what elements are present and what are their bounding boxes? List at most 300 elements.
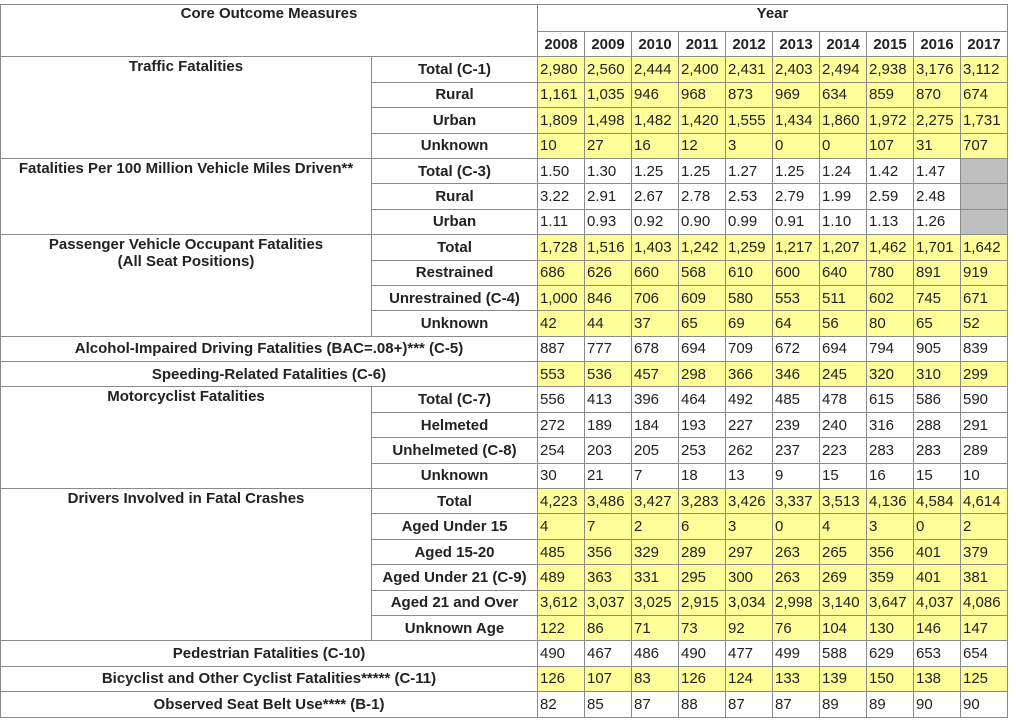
value-cell: 87 bbox=[773, 692, 820, 717]
value-cell: 13 bbox=[726, 463, 773, 488]
row-label-unknown: Unknown bbox=[372, 311, 538, 336]
year-2011: 2011 bbox=[679, 32, 726, 57]
row-label-aged-15-20: Aged 15-20 bbox=[372, 539, 538, 564]
value-cell: 464 bbox=[679, 387, 726, 412]
value-cell: 133 bbox=[773, 666, 820, 691]
value-cell: 2,494 bbox=[820, 57, 867, 82]
row-label-aged-under-21-c-9: Aged Under 21 (C-9) bbox=[372, 565, 538, 590]
value-cell: 363 bbox=[585, 565, 632, 590]
value-cell: 299 bbox=[961, 362, 1008, 387]
value-cell: 1,462 bbox=[867, 235, 914, 260]
table-row bbox=[1, 666, 1008, 691]
value-cell: 1.25 bbox=[632, 158, 679, 183]
value-cell: 2,560 bbox=[585, 57, 632, 82]
value-cell: 1.10 bbox=[820, 209, 867, 234]
year-2008: 2008 bbox=[538, 32, 585, 57]
value-cell: 227 bbox=[726, 412, 773, 437]
value-cell: 89 bbox=[820, 692, 867, 717]
value-cell: 346 bbox=[773, 362, 820, 387]
group-title: Fatalities Per 100 Million Vehicle Miles Driven** bbox=[18, 159, 354, 177]
value-cell: 379 bbox=[961, 539, 1008, 564]
value-cell: 654 bbox=[961, 641, 1008, 666]
missing-value-cell bbox=[961, 209, 1008, 234]
value-cell: 968 bbox=[679, 82, 726, 107]
value-cell: 283 bbox=[867, 438, 914, 463]
table-row bbox=[1, 489, 1008, 514]
value-cell: 3 bbox=[867, 514, 914, 539]
value-cell: 1,701 bbox=[914, 235, 961, 260]
value-cell: 946 bbox=[632, 82, 679, 107]
value-cell: 485 bbox=[538, 539, 585, 564]
value-cell: 254 bbox=[538, 438, 585, 463]
value-cell: 485 bbox=[773, 387, 820, 412]
value-cell: 80 bbox=[867, 311, 914, 336]
value-cell: 366 bbox=[726, 362, 773, 387]
value-cell: 90 bbox=[914, 692, 961, 717]
value-cell: 467 bbox=[585, 641, 632, 666]
value-cell: 10 bbox=[538, 133, 585, 158]
value-cell: 3,037 bbox=[585, 590, 632, 615]
value-cell: 139 bbox=[820, 666, 867, 691]
fatality-table-container bbox=[0, 4, 1008, 718]
value-cell: 331 bbox=[632, 565, 679, 590]
value-cell: 2,400 bbox=[679, 57, 726, 82]
value-cell: 4,086 bbox=[961, 590, 1008, 615]
value-cell: 289 bbox=[961, 438, 1008, 463]
value-cell: 694 bbox=[679, 336, 726, 361]
value-cell: 2.78 bbox=[679, 184, 726, 209]
value-cell: 16 bbox=[867, 463, 914, 488]
value-cell: 2,275 bbox=[914, 108, 961, 133]
value-cell: 2.59 bbox=[867, 184, 914, 209]
year-2010: 2010 bbox=[632, 32, 679, 57]
value-cell: 0.99 bbox=[726, 209, 773, 234]
value-cell: 88 bbox=[679, 692, 726, 717]
value-cell: 269 bbox=[820, 565, 867, 590]
value-cell: 492 bbox=[726, 387, 773, 412]
value-cell: 1,259 bbox=[726, 235, 773, 260]
value-cell: 2,938 bbox=[867, 57, 914, 82]
value-cell: 3,427 bbox=[632, 489, 679, 514]
value-cell: 83 bbox=[632, 666, 679, 691]
value-cell: 1,482 bbox=[632, 108, 679, 133]
value-cell: 588 bbox=[820, 641, 867, 666]
value-cell: 87 bbox=[726, 692, 773, 717]
value-cell: 262 bbox=[726, 438, 773, 463]
value-cell: 263 bbox=[773, 565, 820, 590]
value-cell: 536 bbox=[585, 362, 632, 387]
value-cell: 499 bbox=[773, 641, 820, 666]
group-label-passenger-vehicle-occupant-fatalities bbox=[1, 235, 372, 337]
header-row-top bbox=[1, 5, 1008, 32]
row-label-urban: Urban bbox=[372, 108, 538, 133]
value-cell: 568 bbox=[679, 260, 726, 285]
value-cell: 150 bbox=[867, 666, 914, 691]
value-cell: 3,612 bbox=[538, 590, 585, 615]
value-cell: 686 bbox=[538, 260, 585, 285]
value-cell: 600 bbox=[773, 260, 820, 285]
value-cell: 629 bbox=[867, 641, 914, 666]
value-cell: 3,283 bbox=[679, 489, 726, 514]
value-cell: 1,516 bbox=[585, 235, 632, 260]
value-cell: 1.27 bbox=[726, 158, 773, 183]
value-cell: 4,136 bbox=[867, 489, 914, 514]
core-outcome-measures-table bbox=[0, 4, 1008, 718]
measure-label-speeding-related-fatalities-c-6: Speeding-Related Fatalities (C-6) bbox=[1, 362, 538, 387]
value-cell: 3 bbox=[726, 514, 773, 539]
value-cell: 556 bbox=[538, 387, 585, 412]
value-cell: 272 bbox=[538, 412, 585, 437]
value-cell: 709 bbox=[726, 336, 773, 361]
value-cell: 615 bbox=[867, 387, 914, 412]
value-cell: 1,035 bbox=[585, 82, 632, 107]
value-cell: 6 bbox=[679, 514, 726, 539]
value-cell: 1,642 bbox=[961, 235, 1008, 260]
value-cell: 291 bbox=[961, 412, 1008, 437]
value-cell: 1.26 bbox=[914, 209, 961, 234]
value-cell: 3.22 bbox=[538, 184, 585, 209]
value-cell: 124 bbox=[726, 666, 773, 691]
value-cell: 580 bbox=[726, 285, 773, 310]
value-cell: 193 bbox=[679, 412, 726, 437]
value-cell: 1.42 bbox=[867, 158, 914, 183]
year-2012: 2012 bbox=[726, 32, 773, 57]
value-cell: 4 bbox=[820, 514, 867, 539]
value-cell: 672 bbox=[773, 336, 820, 361]
row-label-total: Total bbox=[372, 235, 538, 260]
group-label-drivers-involved-in-fatal-crashes bbox=[1, 489, 372, 641]
value-cell: 0.92 bbox=[632, 209, 679, 234]
row-label-total-c-7: Total (C-7) bbox=[372, 387, 538, 412]
value-cell: 777 bbox=[585, 336, 632, 361]
group-title: Passenger Vehicle Occupant Fatalities bbox=[48, 236, 324, 254]
value-cell: 674 bbox=[961, 82, 1008, 107]
value-cell: 27 bbox=[585, 133, 632, 158]
value-cell: 1,972 bbox=[867, 108, 914, 133]
value-cell: 586 bbox=[914, 387, 961, 412]
value-cell: 9 bbox=[773, 463, 820, 488]
value-cell: 919 bbox=[961, 260, 1008, 285]
value-cell: 0 bbox=[773, 514, 820, 539]
value-cell: 2,980 bbox=[538, 57, 585, 82]
value-cell: 130 bbox=[867, 615, 914, 640]
value-cell: 329 bbox=[632, 539, 679, 564]
value-cell: 486 bbox=[632, 641, 679, 666]
value-cell: 3,176 bbox=[914, 57, 961, 82]
value-cell: 107 bbox=[585, 666, 632, 691]
value-cell: 634 bbox=[820, 82, 867, 107]
value-cell: 297 bbox=[726, 539, 773, 564]
value-cell: 107 bbox=[867, 133, 914, 158]
row-label-helmeted: Helmeted bbox=[372, 412, 538, 437]
table-row bbox=[1, 158, 1008, 183]
value-cell: 1.25 bbox=[679, 158, 726, 183]
value-cell: 2,403 bbox=[773, 57, 820, 82]
value-cell: 1,161 bbox=[538, 82, 585, 107]
value-cell: 356 bbox=[585, 539, 632, 564]
value-cell: 794 bbox=[867, 336, 914, 361]
value-cell: 73 bbox=[679, 615, 726, 640]
value-cell: 0.90 bbox=[679, 209, 726, 234]
value-cell: 590 bbox=[961, 387, 1008, 412]
value-cell: 31 bbox=[914, 133, 961, 158]
value-cell: 10 bbox=[961, 463, 1008, 488]
group-label-fatalities-per-100-million-vehicle-miles-driven bbox=[1, 158, 372, 234]
year-2014: 2014 bbox=[820, 32, 867, 57]
group-label-traffic-fatalities bbox=[1, 57, 372, 159]
row-label-rural: Rural bbox=[372, 184, 538, 209]
value-cell: 478 bbox=[820, 387, 867, 412]
value-cell: 30 bbox=[538, 463, 585, 488]
value-cell: 1.24 bbox=[820, 158, 867, 183]
group-label-motorcyclist-fatalities bbox=[1, 387, 372, 489]
value-cell: 1,434 bbox=[773, 108, 820, 133]
table-row bbox=[1, 336, 1008, 361]
value-cell: 2.91 bbox=[585, 184, 632, 209]
measure-label-pedestrian-fatalities-c-10: Pedestrian Fatalities (C-10) bbox=[1, 641, 538, 666]
value-cell: 69 bbox=[726, 311, 773, 336]
value-cell: 90 bbox=[961, 692, 1008, 717]
value-cell: 839 bbox=[961, 336, 1008, 361]
value-cell: 65 bbox=[914, 311, 961, 336]
value-cell: 295 bbox=[679, 565, 726, 590]
value-cell: 396 bbox=[632, 387, 679, 412]
measure-label-bicyclist-and-other-cyclist-fatalities-c-11: Bicyclist and Other Cyclist Fatalities***** (C-11) bbox=[1, 666, 538, 691]
value-cell: 3,034 bbox=[726, 590, 773, 615]
value-cell: 7 bbox=[585, 514, 632, 539]
row-label-unknown-age: Unknown Age bbox=[372, 615, 538, 640]
value-cell: 490 bbox=[679, 641, 726, 666]
row-label-rural: Rural bbox=[372, 82, 538, 107]
year-2013: 2013 bbox=[773, 32, 820, 57]
value-cell: 2.79 bbox=[773, 184, 820, 209]
year-2009: 2009 bbox=[585, 32, 632, 57]
value-cell: 3,337 bbox=[773, 489, 820, 514]
value-cell: 3,486 bbox=[585, 489, 632, 514]
value-cell: 92 bbox=[726, 615, 773, 640]
value-cell: 553 bbox=[773, 285, 820, 310]
value-cell: 1.11 bbox=[538, 209, 585, 234]
value-cell: 3,140 bbox=[820, 590, 867, 615]
group-title: Traffic Fatalities bbox=[128, 58, 244, 76]
value-cell: 253 bbox=[679, 438, 726, 463]
value-cell: 56 bbox=[820, 311, 867, 336]
value-cell: 240 bbox=[820, 412, 867, 437]
value-cell: 289 bbox=[679, 539, 726, 564]
row-label-total: Total bbox=[372, 489, 538, 514]
table-row bbox=[1, 57, 1008, 82]
value-cell: 310 bbox=[914, 362, 961, 387]
value-cell: 706 bbox=[632, 285, 679, 310]
value-cell: 1.47 bbox=[914, 158, 961, 183]
value-cell: 283 bbox=[914, 438, 961, 463]
value-cell: 477 bbox=[726, 641, 773, 666]
value-cell: 0.91 bbox=[773, 209, 820, 234]
value-cell: 553 bbox=[538, 362, 585, 387]
value-cell: 1,728 bbox=[538, 235, 585, 260]
value-cell: 0.93 bbox=[585, 209, 632, 234]
year-2015: 2015 bbox=[867, 32, 914, 57]
value-cell: 359 bbox=[867, 565, 914, 590]
value-cell: 891 bbox=[914, 260, 961, 285]
value-cell: 610 bbox=[726, 260, 773, 285]
value-cell: 2.67 bbox=[632, 184, 679, 209]
row-label-unhelmeted-c-8: Unhelmeted (C-8) bbox=[372, 438, 538, 463]
value-cell: 1,217 bbox=[773, 235, 820, 260]
value-cell: 401 bbox=[914, 539, 961, 564]
value-cell: 846 bbox=[585, 285, 632, 310]
missing-value-cell bbox=[961, 158, 1008, 183]
value-cell: 1.30 bbox=[585, 158, 632, 183]
value-cell: 511 bbox=[820, 285, 867, 310]
value-cell: 2.48 bbox=[914, 184, 961, 209]
row-label-unrestrained-c-4: Unrestrained (C-4) bbox=[372, 285, 538, 310]
value-cell: 64 bbox=[773, 311, 820, 336]
value-cell: 7 bbox=[632, 463, 679, 488]
value-cell: 887 bbox=[538, 336, 585, 361]
value-cell: 3,513 bbox=[820, 489, 867, 514]
value-cell: 87 bbox=[632, 692, 679, 717]
value-cell: 4,614 bbox=[961, 489, 1008, 514]
value-cell: 265 bbox=[820, 539, 867, 564]
value-cell: 3,426 bbox=[726, 489, 773, 514]
value-cell: 0 bbox=[773, 133, 820, 158]
value-cell: 401 bbox=[914, 565, 961, 590]
value-cell: 37 bbox=[632, 311, 679, 336]
value-cell: 189 bbox=[585, 412, 632, 437]
value-cell: 245 bbox=[820, 362, 867, 387]
measure-label-alcohol-impaired-driving-fatalities-bac-08-c-5: Alcohol-Impaired Driving Fatalities (BAC=.08+)*** (C-5) bbox=[1, 336, 538, 361]
row-label-aged-under-15: Aged Under 15 bbox=[372, 514, 538, 539]
value-cell: 2 bbox=[961, 514, 1008, 539]
value-cell: 2,431 bbox=[726, 57, 773, 82]
value-cell: 3 bbox=[726, 133, 773, 158]
value-cell: 76 bbox=[773, 615, 820, 640]
value-cell: 0 bbox=[820, 133, 867, 158]
value-cell: 873 bbox=[726, 82, 773, 107]
value-cell: 1,403 bbox=[632, 235, 679, 260]
value-cell: 223 bbox=[820, 438, 867, 463]
value-cell: 65 bbox=[679, 311, 726, 336]
row-label-total-c-3: Total (C-3) bbox=[372, 158, 538, 183]
value-cell: 184 bbox=[632, 412, 679, 437]
value-cell: 660 bbox=[632, 260, 679, 285]
value-cell: 4 bbox=[538, 514, 585, 539]
value-cell: 125 bbox=[961, 666, 1008, 691]
value-cell: 1.50 bbox=[538, 158, 585, 183]
value-cell: 16 bbox=[632, 133, 679, 158]
value-cell: 1.25 bbox=[773, 158, 820, 183]
value-cell: 300 bbox=[726, 565, 773, 590]
value-cell: 609 bbox=[679, 285, 726, 310]
value-cell: 126 bbox=[679, 666, 726, 691]
value-cell: 381 bbox=[961, 565, 1008, 590]
value-cell: 859 bbox=[867, 82, 914, 107]
value-cell: 2 bbox=[632, 514, 679, 539]
value-cell: 356 bbox=[867, 539, 914, 564]
value-cell: 146 bbox=[914, 615, 961, 640]
table-row bbox=[1, 235, 1008, 260]
value-cell: 4,037 bbox=[914, 590, 961, 615]
value-cell: 2.53 bbox=[726, 184, 773, 209]
group-subtitle: (All Seat Positions) bbox=[117, 253, 255, 271]
missing-value-cell bbox=[961, 184, 1008, 209]
value-cell: 1,809 bbox=[538, 108, 585, 133]
value-cell: 4,584 bbox=[914, 489, 961, 514]
value-cell: 490 bbox=[538, 641, 585, 666]
value-cell: 82 bbox=[538, 692, 585, 717]
value-cell: 678 bbox=[632, 336, 679, 361]
value-cell: 4,223 bbox=[538, 489, 585, 514]
value-cell: 870 bbox=[914, 82, 961, 107]
value-cell: 602 bbox=[867, 285, 914, 310]
row-label-aged-21-and-over: Aged 21 and Over bbox=[372, 590, 538, 615]
value-cell: 89 bbox=[867, 692, 914, 717]
value-cell: 780 bbox=[867, 260, 914, 285]
value-cell: 15 bbox=[820, 463, 867, 488]
value-cell: 0 bbox=[914, 514, 961, 539]
year-2017: 2017 bbox=[961, 32, 1008, 57]
row-label-restrained: Restrained bbox=[372, 260, 538, 285]
value-cell: 969 bbox=[773, 82, 820, 107]
value-cell: 653 bbox=[914, 641, 961, 666]
value-cell: 640 bbox=[820, 260, 867, 285]
value-cell: 263 bbox=[773, 539, 820, 564]
value-cell: 707 bbox=[961, 133, 1008, 158]
value-cell: 694 bbox=[820, 336, 867, 361]
year-header: Year bbox=[538, 5, 1008, 32]
value-cell: 413 bbox=[585, 387, 632, 412]
value-cell: 44 bbox=[585, 311, 632, 336]
value-cell: 1,860 bbox=[820, 108, 867, 133]
value-cell: 1,731 bbox=[961, 108, 1008, 133]
value-cell: 1,207 bbox=[820, 235, 867, 260]
value-cell: 52 bbox=[961, 311, 1008, 336]
value-cell: 15 bbox=[914, 463, 961, 488]
value-cell: 1,000 bbox=[538, 285, 585, 310]
value-cell: 203 bbox=[585, 438, 632, 463]
table-row bbox=[1, 692, 1008, 717]
value-cell: 2,998 bbox=[773, 590, 820, 615]
value-cell: 147 bbox=[961, 615, 1008, 640]
value-cell: 1,498 bbox=[585, 108, 632, 133]
value-cell: 457 bbox=[632, 362, 679, 387]
value-cell: 1,242 bbox=[679, 235, 726, 260]
value-cell: 237 bbox=[773, 438, 820, 463]
year-2016: 2016 bbox=[914, 32, 961, 57]
table-row bbox=[1, 362, 1008, 387]
value-cell: 671 bbox=[961, 285, 1008, 310]
row-label-urban: Urban bbox=[372, 209, 538, 234]
value-cell: 2,915 bbox=[679, 590, 726, 615]
value-cell: 320 bbox=[867, 362, 914, 387]
value-cell: 21 bbox=[585, 463, 632, 488]
value-cell: 1,420 bbox=[679, 108, 726, 133]
value-cell: 18 bbox=[679, 463, 726, 488]
value-cell: 42 bbox=[538, 311, 585, 336]
value-cell: 138 bbox=[914, 666, 961, 691]
table-row bbox=[1, 387, 1008, 412]
table-body bbox=[1, 57, 1008, 717]
value-cell: 122 bbox=[538, 615, 585, 640]
value-cell: 205 bbox=[632, 438, 679, 463]
value-cell: 104 bbox=[820, 615, 867, 640]
value-cell: 12 bbox=[679, 133, 726, 158]
value-cell: 3,025 bbox=[632, 590, 679, 615]
value-cell: 1.13 bbox=[867, 209, 914, 234]
value-cell: 1,555 bbox=[726, 108, 773, 133]
table-row bbox=[1, 641, 1008, 666]
